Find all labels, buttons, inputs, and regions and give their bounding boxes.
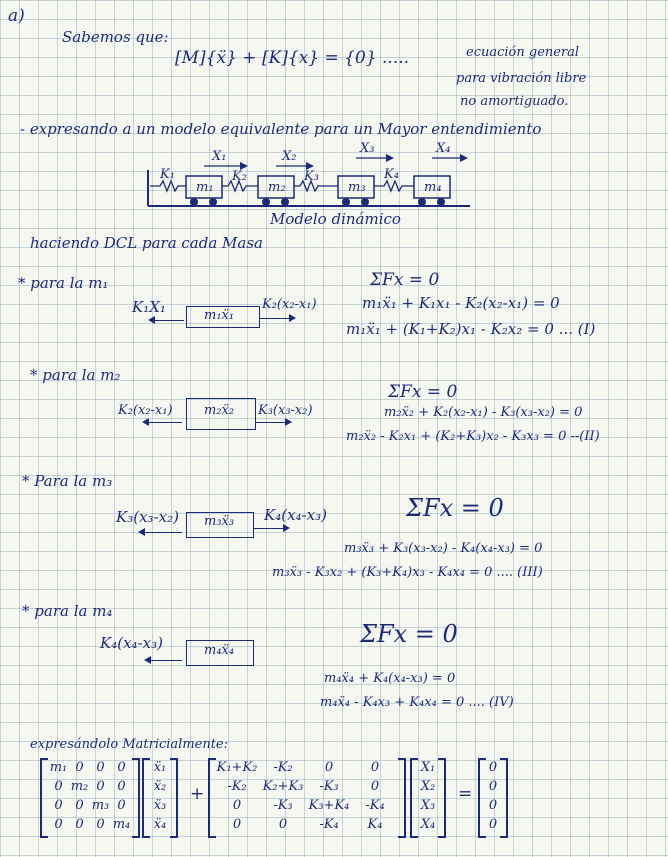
box-label-m4: m₄ẍ₄ [204, 643, 235, 658]
section-title-m2: * para la m₂ [30, 366, 121, 384]
note-general: ecuación general [466, 45, 580, 60]
mass-m1-label: m₁ [196, 180, 214, 195]
disp-x2-label: X₂ [282, 149, 297, 164]
mmat-cell: m₃ [91, 798, 110, 813]
kmat-cell: 0 [278, 817, 288, 832]
box-label-m2: m₂ẍ₂ [204, 403, 235, 418]
equation-m4-b: m₄ẍ₄ - K₄x₃ + K₄x₄ = 0 .... (IV) [320, 695, 514, 710]
equation-m2-a: m₂ẍ₂ + K₂(x₂-x₁) - K₃(x₃-x₂) = 0 [384, 405, 583, 420]
accel-vector-bracket-right [170, 758, 178, 838]
force-right-m1: K₂(x₂-x₁) [262, 297, 317, 312]
note-free-vibration: para vibración libre [456, 71, 587, 86]
equation-m1-a: m₁ẍ₁ + K₁x₁ - K₂(x₂-x₁) = 0 [362, 294, 560, 312]
stiffness-matrix-bracket-right [398, 758, 406, 838]
equation-m1-b: m₁ẍ₁ + (K₁+K₂)x₁ - K₂x₂ = 0 ... (I) [346, 320, 596, 338]
dcl-statement: haciendo DCL para cada Masa [30, 234, 263, 252]
section-title-m1: * para la m₁ [18, 274, 109, 292]
model-caption: Modelo dinámico [270, 210, 401, 228]
mmat-cell: 0 [54, 779, 63, 794]
mmat-cell: 0 [96, 760, 105, 775]
force-arrow-right-m2 [256, 422, 290, 423]
zv-cell: 0 [488, 798, 498, 813]
force-left-m1: K₁X₁ [132, 298, 166, 316]
spring-k2-label: K₂ [232, 169, 247, 184]
mass-matrix-bracket-right [132, 758, 140, 838]
disp-vector-bracket-right [438, 758, 446, 838]
force-arrow-left-m2 [144, 422, 182, 423]
kmat-cell: 0 [324, 760, 334, 775]
mmat-cell: 0 [117, 760, 126, 775]
force-arrow-left-m3 [140, 532, 182, 533]
force-right-m3: K₄(x₄-x₃) [264, 506, 327, 524]
disp-x4-label: X₄ [436, 141, 451, 156]
zv-cell: 0 [488, 817, 498, 832]
xdd-cell: ẍ₄ [153, 817, 167, 832]
spring-k4-label: K₄ [384, 167, 399, 182]
mmat-cell: 0 [75, 798, 84, 813]
equation-m4-a: m₄ẍ₄ + K₄(x₄-x₃) = 0 [324, 671, 456, 686]
mass-matrix-bracket-left [40, 758, 48, 838]
mmat-cell: m₁ [49, 760, 68, 775]
kmat-cell: K₃+K₄ [308, 798, 350, 813]
xdd-cell: ẍ₁ [153, 760, 167, 775]
xv-cell: X₃ [420, 798, 436, 813]
force-arrow-left-m1 [150, 320, 184, 321]
mass-m2-label: m₂ [268, 180, 286, 195]
plus-sign: + [190, 784, 205, 804]
mmat-cell: 0 [75, 817, 84, 832]
mmat-cell: 0 [96, 779, 105, 794]
intro-text: Sabemos que: [62, 28, 169, 46]
matrix-title: expresándolo Matricialmente: [30, 737, 229, 752]
zv-cell: 0 [488, 760, 498, 775]
kmat-cell: -K₂ [227, 779, 247, 794]
xv-cell: X₄ [420, 817, 436, 832]
equation-m2-b: m₂ẍ₂ - K₂x₁ + (K₂+K₃)x₂ - K₃x₃ = 0 --(II) [346, 429, 600, 444]
displacement-vector [416, 758, 440, 838]
xdd-cell: ẍ₂ [153, 779, 167, 794]
kmat-cell: -K₄ [319, 817, 339, 832]
equals-sign: = [458, 784, 473, 804]
mmat-cell: m₂ [70, 779, 89, 794]
section-title-m4: * para la m₄ [22, 602, 113, 620]
kmat-cell: 0 [370, 760, 380, 775]
mmat-cell: 0 [117, 798, 126, 813]
force-left-m4: K₄(x₄-x₃) [100, 634, 163, 652]
kmat-cell: -K₄ [365, 798, 385, 813]
section-title-m3: * Para la m₃ [22, 472, 113, 490]
xv-cell: X₁ [420, 760, 436, 775]
xdd-cell: ẍ₃ [153, 798, 167, 813]
kmat-cell: -K₂ [273, 760, 293, 775]
zv-cell: 0 [488, 779, 498, 794]
stiffness-matrix [214, 758, 400, 838]
spring-k1-label: K₁ [160, 167, 175, 182]
kmat-cell: 0 [370, 779, 380, 794]
force-left-m3: K₃(x₃-x₂) [116, 508, 179, 526]
kmat-cell: 0 [232, 817, 242, 832]
acceleration-vector [148, 758, 172, 838]
mmat-cell: 0 [96, 817, 105, 832]
force-arrow-right-m1 [260, 318, 294, 319]
mass-matrix [48, 758, 134, 838]
mass-m4-label: m₄ [424, 180, 442, 195]
equation-m3-a: m₃ẍ₃ + K₃(x₃-x₂) - K₄(x₄-x₃) = 0 [344, 541, 543, 556]
mmat-cell: 0 [75, 760, 84, 775]
sum-forces-m2: ΣFx = 0 [388, 382, 458, 402]
box-label-m1: m₁ẍ₁ [204, 308, 235, 323]
force-arrow-right-m3 [254, 528, 288, 529]
model-statement: - expresando a un modelo equivalente para un Mayor entendimiento [20, 120, 542, 138]
sum-forces-m3: ΣFx = 0 [406, 494, 504, 522]
mmat-cell: 0 [54, 798, 63, 813]
zero-vector-bracket-right [500, 758, 508, 838]
kmat-cell: K₁+K₂ [216, 760, 258, 775]
mmat-cell: m₄ [112, 817, 131, 832]
mmat-cell: 0 [117, 779, 126, 794]
xv-cell: X₂ [420, 779, 436, 794]
disp-x1-label: X₁ [212, 149, 227, 164]
kmat-cell: -K₃ [273, 798, 293, 813]
mmat-cell: 0 [54, 817, 63, 832]
force-right-m2: K₃(x₃-x₂) [258, 403, 313, 418]
kmat-cell: 0 [232, 798, 242, 813]
sum-forces-m4: ΣFx = 0 [360, 620, 458, 648]
box-label-m3: m₃ẍ₃ [204, 514, 235, 529]
sum-forces-m1: ΣFx = 0 [370, 270, 440, 290]
kmat-cell: K₂+K₃ [262, 779, 304, 794]
spring-k3-label: K₃ [304, 169, 319, 184]
mass-m3-label: m₃ [348, 180, 366, 195]
part-label: a) [8, 6, 25, 26]
disp-x3-label: X₃ [360, 141, 375, 156]
kmat-cell: -K₃ [319, 779, 339, 794]
kmat-cell: K₄ [367, 817, 383, 832]
force-arrow-left-m4 [146, 660, 182, 661]
general-equation: [M]{ẍ} + [K]{x} = {0} ..... [175, 48, 410, 68]
equation-m3-b: m₃ẍ₃ - K₃x₂ + (K₃+K₄)x₃ - K₄x₄ = 0 .... (III) [272, 565, 543, 580]
note-undamped: no amortiguado. [460, 94, 569, 109]
force-left-m2: K₂(x₂-x₁) [118, 403, 173, 418]
